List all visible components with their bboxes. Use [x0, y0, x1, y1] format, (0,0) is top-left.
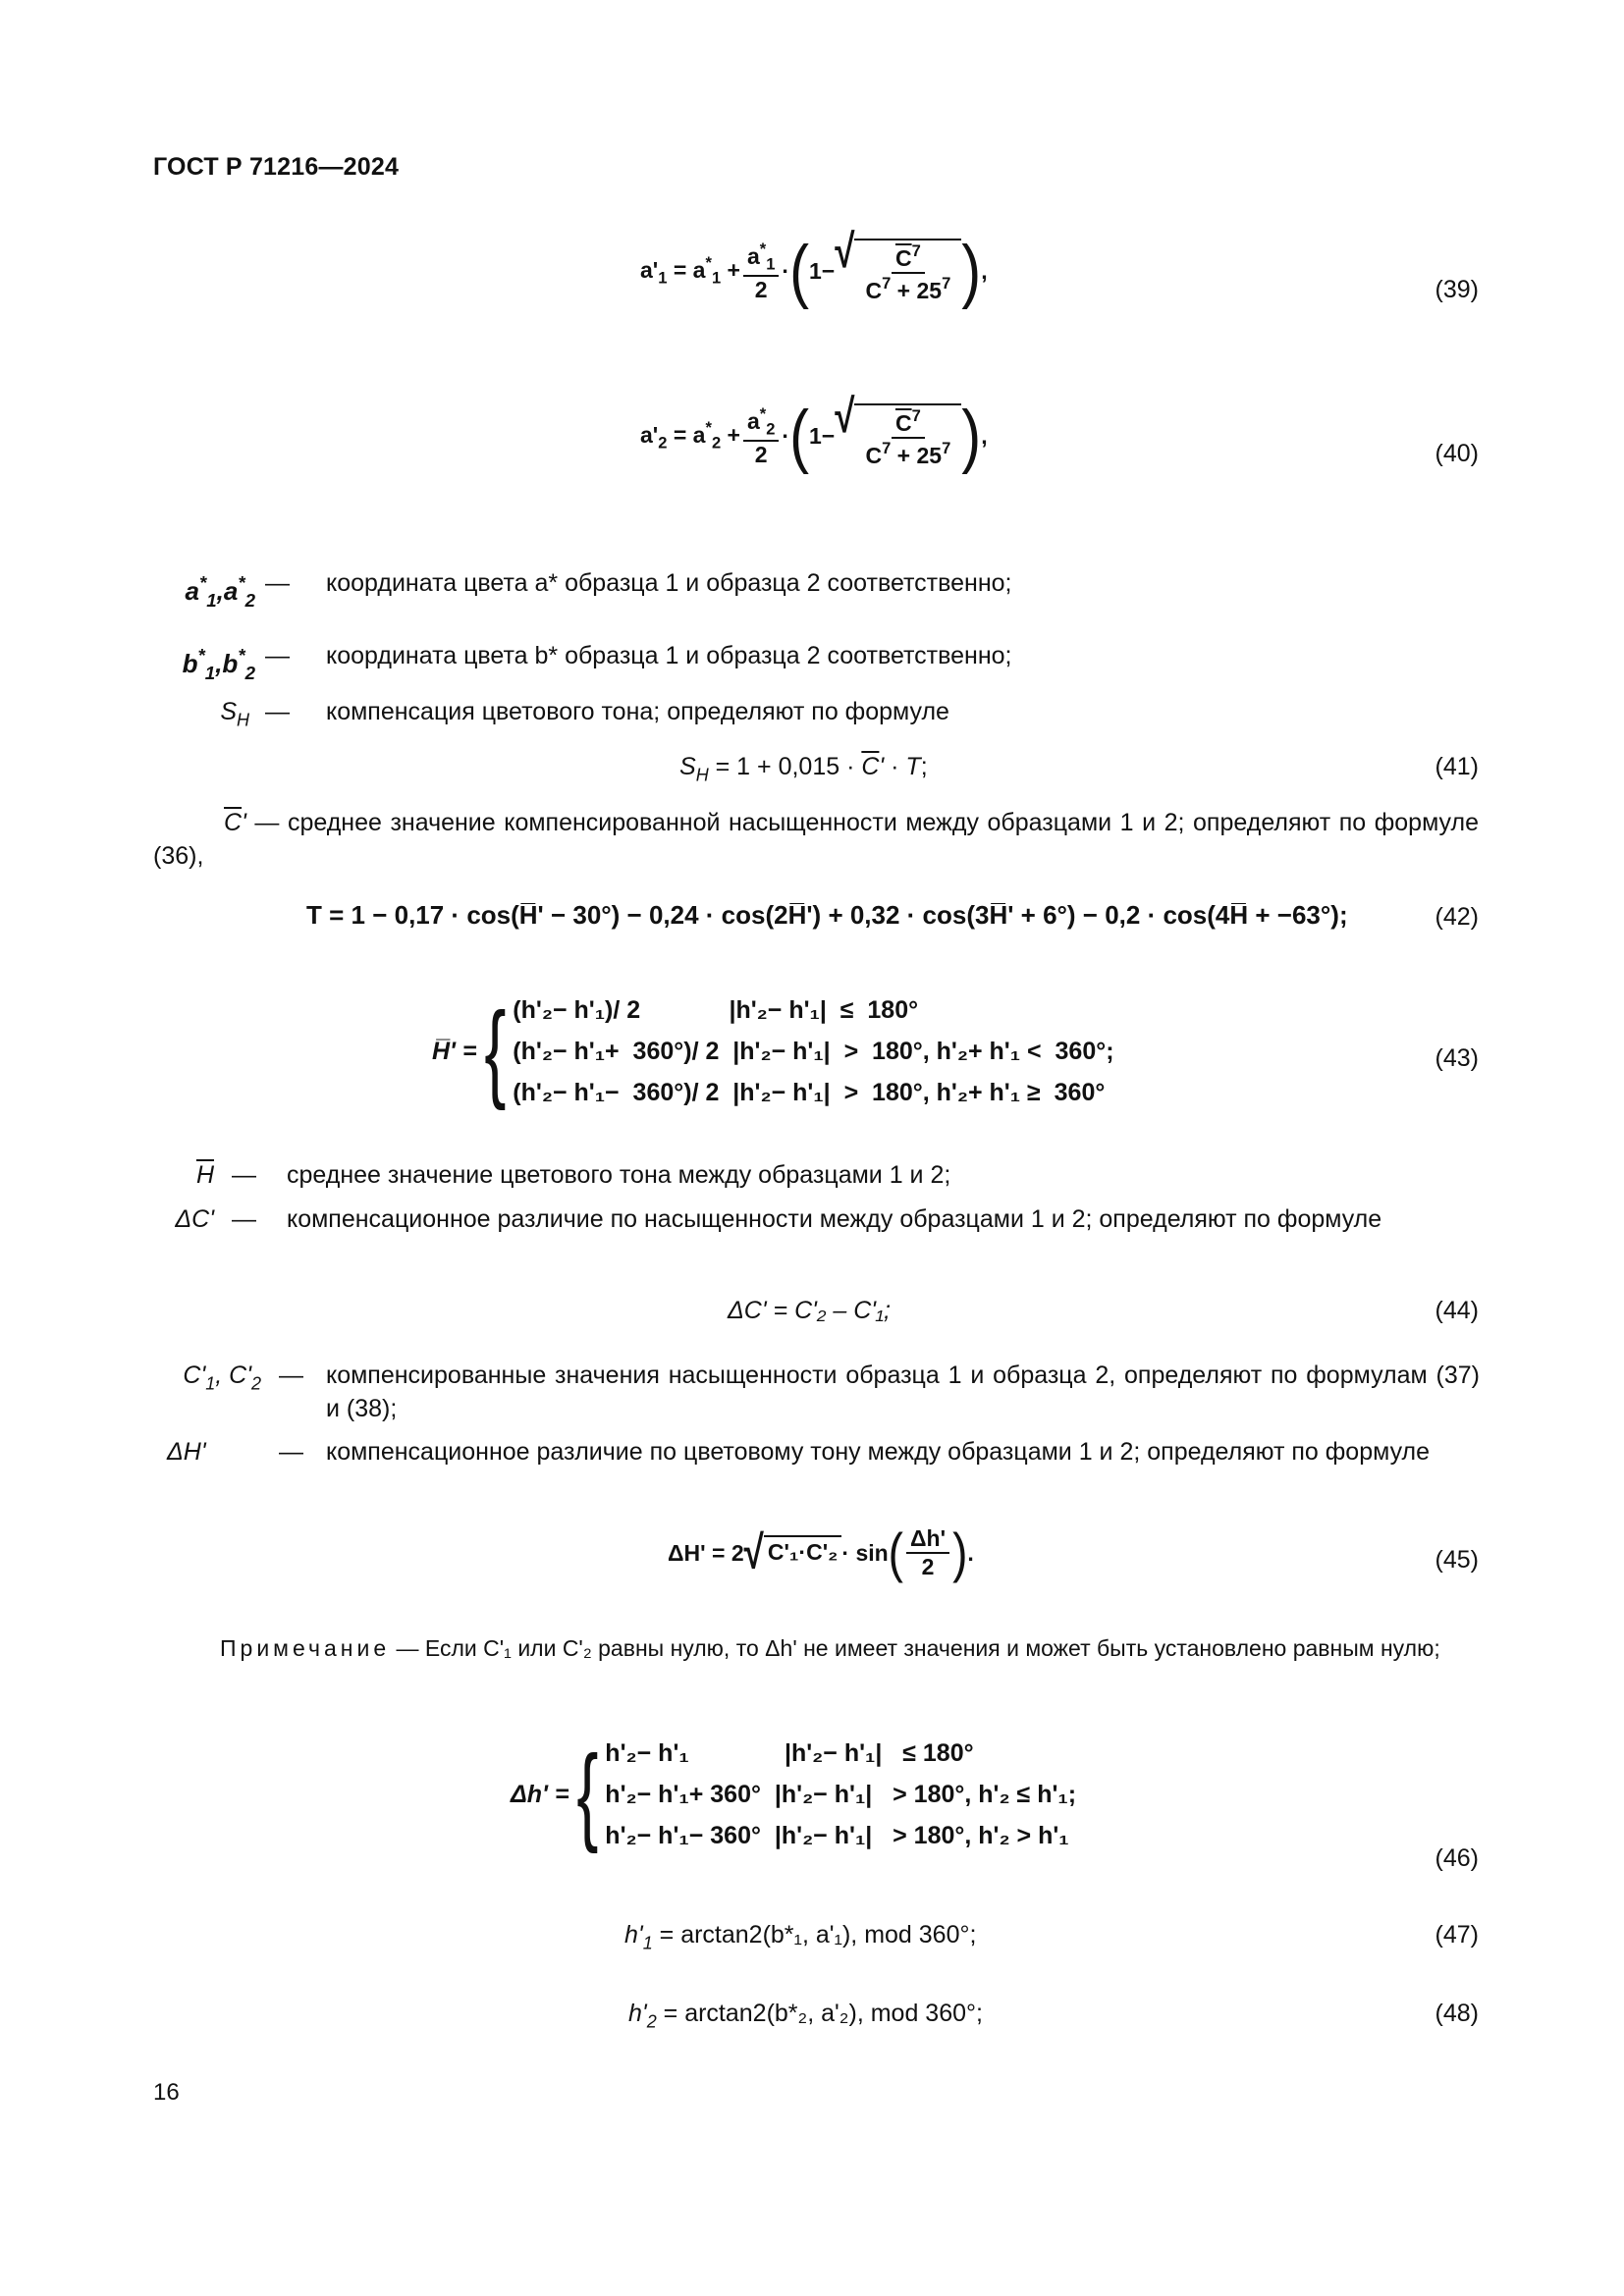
equation-number-48: (48) [1435, 2000, 1479, 2027]
equation-number-39: (39) [1435, 276, 1479, 303]
symbol-c-prime: $C'_1$, $C'_2$ [183, 1362, 261, 1394]
equation-number-43: (43) [1435, 1044, 1479, 1072]
equation-40: $a'_2 = a^*_2$ + $\frac{a^*_2}{2}$ · ( 1− √ $\frac{C^7}{C^7 + 25^7}$ ) , [640, 390, 988, 475]
eq43-row-2: (h'₂− h'₁+ 360°)/ 2 |h'₂− h'₁| > 180°, h'₂+ h'₁ < 360°; [513, 1038, 1114, 1065]
equation-45: ΔH' = 2 √ C'₁·C'₂ · sin ( $\frac{\Delta h'}{2}$ ) . [668, 1522, 974, 1584]
equation-number-41: (41) [1435, 753, 1479, 780]
equation-47: $h'_1 = \arctan 2(b*_1$, a'₁), mod 360°; [624, 1921, 977, 1953]
eq43-row-3: (h'₂− h'₁− 360°)/ 2 |h'₂− h'₁| > 180°, h'₂+ h'₁ ≥ 360° [513, 1079, 1106, 1106]
document-header: ГОСТ Р 71216—2024 [153, 153, 400, 181]
equation-42: T = 1 − 0,17 · cos(H̅' − 30°) − 0,24 · cos(2H̅') + 0,32 · cos(3H̅' + 6°) − 0,2 · cos(4H̅ + −63°); [306, 900, 1348, 930]
eq46-row-1: h'₂− h'₁ |h'₂− h'₁| ≤ 180° [605, 1739, 974, 1767]
note-paragraph: Примечание — Если C'₁ или C'₂ равны нулю, то Δh' не имеет значения и может быть установлено равным нулю; [220, 1635, 1440, 1661]
symbol-a-star: $a^*_1,a^*_2$ [185, 572, 255, 611]
equation-39: $a'_1 = a^*_1$ + $\frac{a^*_1}{2}$ · ( 1− √ $\frac{C^7}{C^7 + 25^7}$ ) , [640, 225, 988, 310]
eq43-row-1: (h'₂− h'₁)/ 2 |h'₂− h'₁| ≤ 180° [513, 996, 919, 1024]
note-label: Примечание [220, 1635, 391, 1661]
equation-number-45: (45) [1435, 1546, 1479, 1574]
equation-41: $S_H = 1 + 0,015 \cdot \overline{C}' \cdot T$; [679, 753, 928, 785]
symbol-delta-c: ΔC' [175, 1205, 214, 1233]
equation-46: Δh' = { h'₂− h'₁ |h'₂− h'₁| ≤ 180° h'₂− h'₁+ 360° |h'₂− h'₁| > 180°, h'₂ ≤ h'₁; h'₂− h'₁− 360° |h'₂− h'₁| > 180°, h'₂ > h'₁ [511, 1734, 1077, 1854]
page-number: 16 [153, 2079, 180, 2106]
cbar-paragraph: $\overline{C}'$ — среднее значение компенсированной насыщенности между образцами 1 и 2; определяют по формуле (36), [153, 809, 1479, 870]
equation-number-42: (42) [1435, 903, 1479, 931]
equation-43: H̅' = { (h'₂− h'₁)/ 2 |h'₂− h'₁| ≤ 180° (h'₂− h'₁+ 360°)/ 2 |h'₂− h'₁| > 180°, h'₂+ h'₁ < 360°; (h'₂− h'₁− 360°)/ 2 |h'₂− h'₁| > 180°, h'₂+ h'₁ ≥ 360° [432, 990, 1114, 1111]
equation-number-44: (44) [1435, 1297, 1479, 1324]
eq46-row-2: h'₂− h'₁+ 360° |h'₂− h'₁| > 180°, h'₂ ≤ h'₁; [605, 1781, 1077, 1808]
equation-44: ΔC' = C'₂ – C'₁; [728, 1297, 891, 1324]
eq46-row-3: h'₂− h'₁− 360° |h'₂− h'₁| > 180°, h'₂ > h'₁ [605, 1822, 1069, 1849]
equation-number-46: (46) [1435, 1844, 1479, 1872]
equation-number-40: (40) [1435, 440, 1479, 467]
equation-48: $h'_2 = \arctan 2(b*_2$, a'₂), mod 360°; [628, 2000, 983, 2032]
symbol-b-star: $b^*_1,b^*_2$ [182, 645, 255, 683]
equation-number-47: (47) [1435, 1921, 1479, 1949]
symbol-delta-h: ΔH' [167, 1438, 206, 1466]
symbol-h-bar: $\overline{H}$ [195, 1161, 214, 1189]
symbol-sh: $S_H$ [220, 698, 249, 730]
